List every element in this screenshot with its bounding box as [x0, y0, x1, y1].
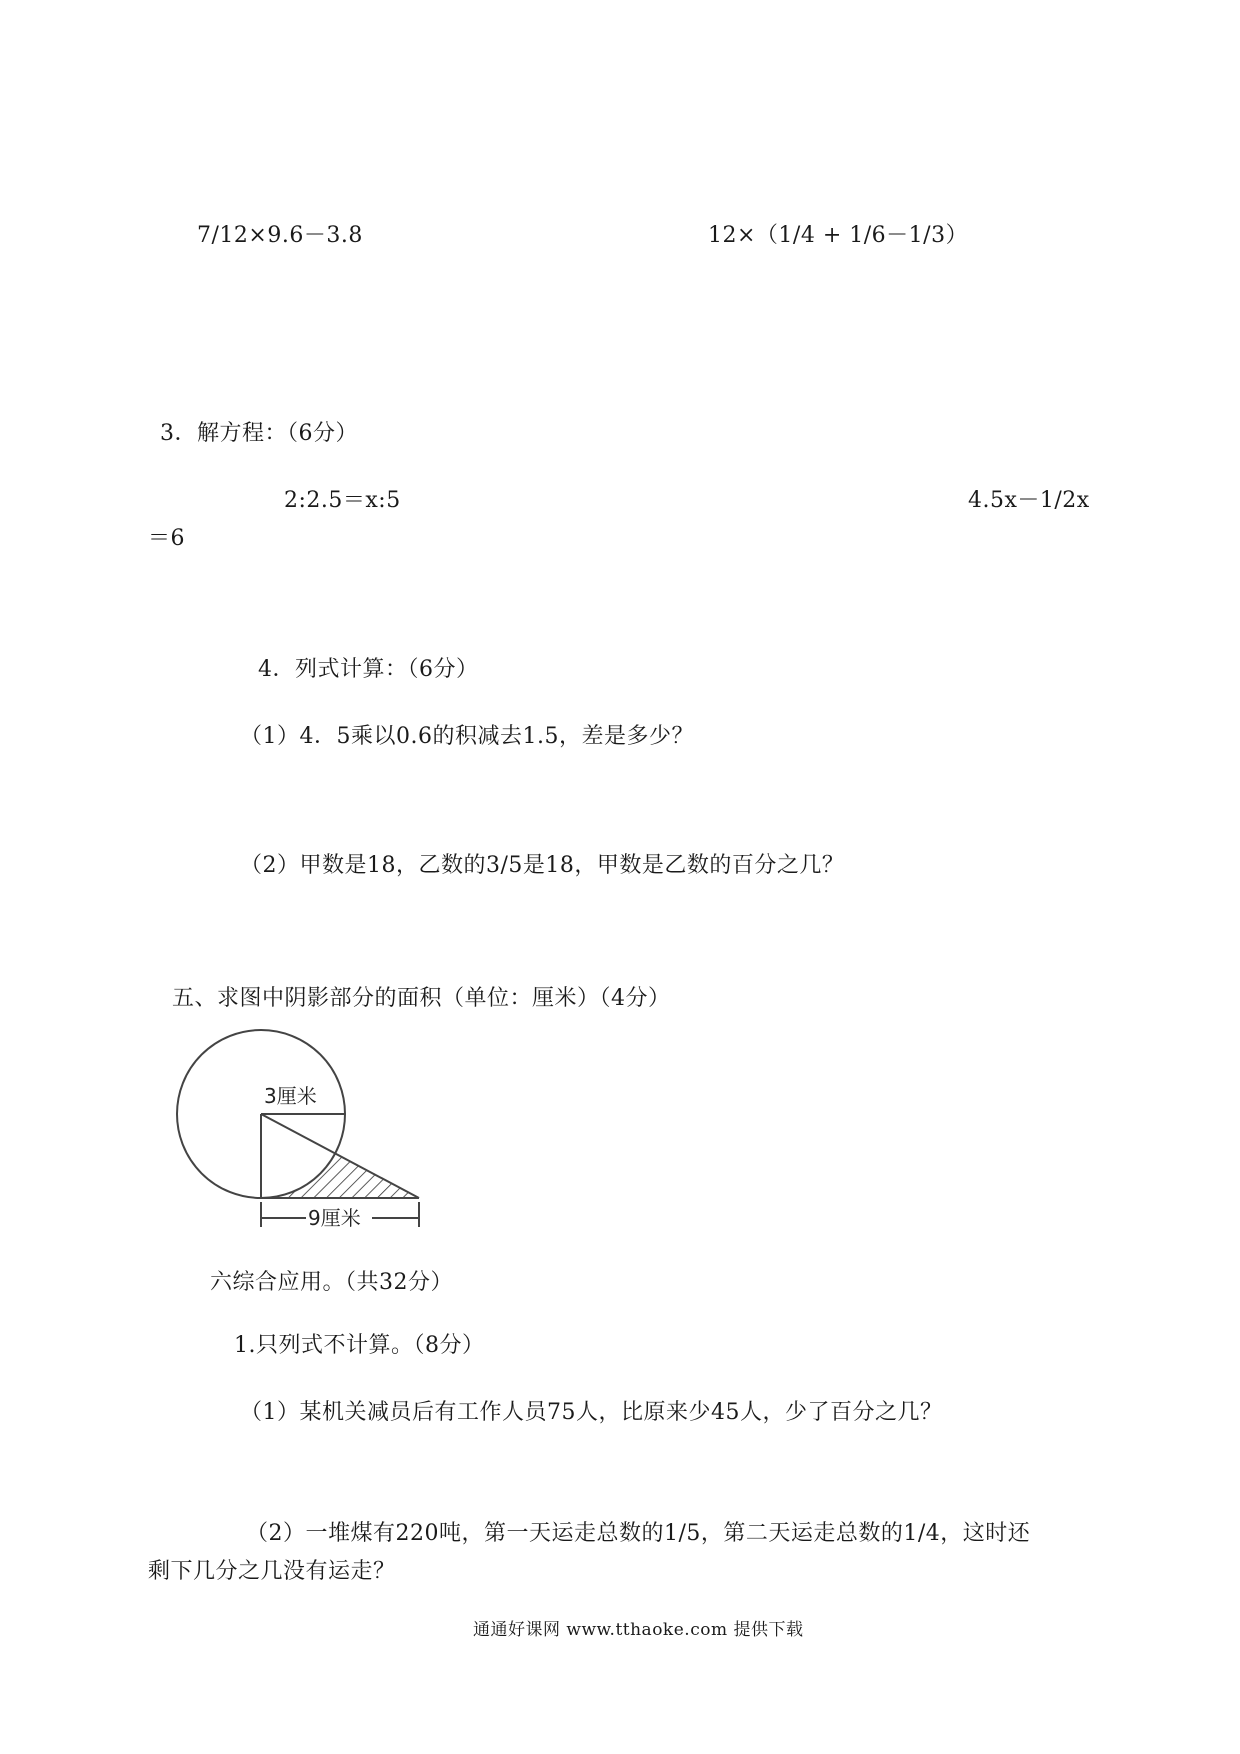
section-6-question-1: （1）某机关减员后有工作人员75人，比原来少45人，少了百分之几？ — [240, 1400, 943, 1425]
section-4-question-2: （2）甲数是18，乙数的3/5是18，甲数是乙数的百分之几？ — [240, 853, 845, 878]
base-label: 9厘米 — [308, 1206, 361, 1230]
equation-2-part-2: ＝6 — [148, 526, 185, 551]
shaded-region — [176, 1055, 436, 1235]
section-5-heading: 五、求图中阴影部分的面积（单位：厘米）（4分） — [172, 986, 671, 1011]
section-6-question-2-line-2: 剩下几分之几没有运走？ — [148, 1559, 396, 1584]
radius-label: 3厘米 — [264, 1084, 317, 1108]
footer-source: 通通好课网 www.tthaoke.com 提供下载 — [473, 1620, 804, 1640]
section-6-heading: 六综合应用。（共32分） — [210, 1270, 453, 1295]
shaded-area-figure — [176, 1055, 436, 1235]
equation-1: 2:2.5＝x:5 — [284, 488, 401, 513]
section-6-sub-1-heading: 1.只列式不计算。（8分） — [234, 1333, 485, 1358]
calc-expression-1: 7/12×9.6－3.8 — [197, 223, 363, 248]
section-3-heading: 3．解方程：（6分） — [160, 421, 358, 446]
section-4-question-1: （1）4．5乘以0.6的积减去1.5，差是多少？ — [240, 724, 694, 749]
section-4-heading: 4．列式计算：（6分） — [258, 657, 479, 682]
equation-2-part-1: 4.5x－1/2x — [968, 488, 1090, 513]
calc-expression-2: 12×（1/4 + 1/6－1/3） — [708, 223, 969, 248]
section-6-question-2-line-1: （2）一堆煤有220吨，第一天运走总数的1/5，第二天运走总数的1/4，这时还 — [246, 1521, 1031, 1546]
